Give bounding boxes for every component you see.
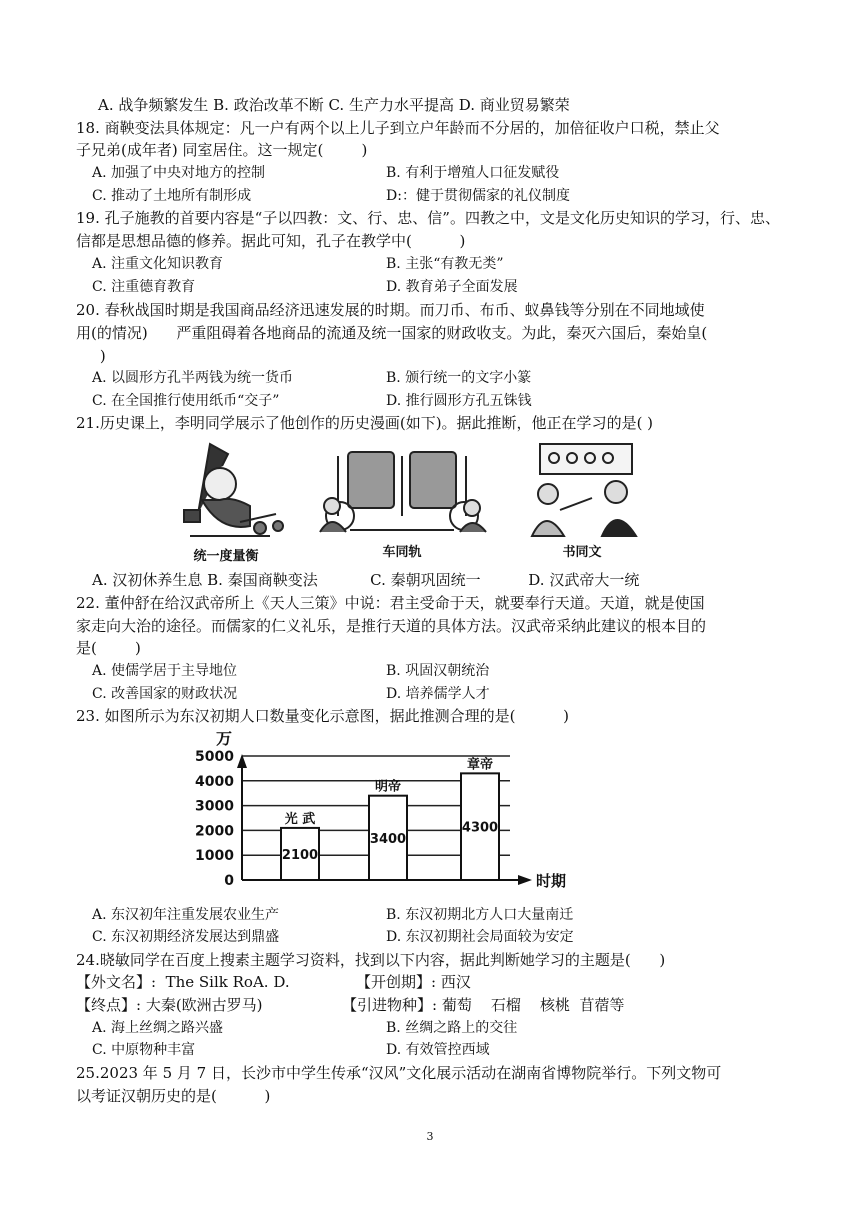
q24-info-species: 【引进物种】: 葡萄 石榴 核桃 苜蓿等 [342, 996, 625, 1014]
cartoon-caption-measures: 统一度量衡 [193, 549, 259, 564]
q24-option-d: D. 有效管控西域 [386, 1042, 490, 1058]
q24-option-c: C. 中原物种丰富 [92, 1042, 196, 1058]
q22-stem-line2: 家走向大治的途径。而儒家的仁义礼乐，是推行天道的具体方法。汉武帝采纳此建议的根本目的 [76, 617, 707, 635]
chart-x-axis-label: 时期 [536, 872, 567, 890]
cartoon-panel-script [532, 444, 636, 536]
q20-stem-line2: 用(的情况) 严重阻碍着各地商品的流通及统一国家的财政收支。为此，秦灭六国后，秦始皇( [76, 324, 708, 342]
q19-option-b: B. 主张“有教无类” [386, 256, 504, 272]
population-chart [180, 726, 600, 900]
q22-option-a: A. 使儒学居于主导地位 [92, 663, 238, 679]
q20-stem-line3: ) [76, 347, 106, 365]
q17-options: A. 战争频繁发生 B. 政治改革不断 C. 生产力水平提高 D. 商业贸易繁荣 [98, 96, 570, 114]
q21-options: A. 汉初休养生息 B. 秦国商鞅变法 C. 秦朝巩固统一 D. 汉武帝大一统 [92, 571, 640, 589]
q19-option-d: D. 教育弟子全面发展 [386, 279, 518, 295]
y-tick-label: 4000 [195, 773, 234, 790]
q19-stem-line2: 信都是思想品德的修养。据此可知，孔子在教学中( ) [76, 232, 466, 250]
bar-value-label: 3400 [369, 831, 407, 847]
history-cartoon [180, 436, 640, 566]
chart-y-unit-label: 万 [216, 729, 233, 748]
q22-stem-line1: 22. 董仲舒在给汉武帝所上《天人三策》中说：君主受命于天，就要奉行天道。天道，就是使国 [76, 594, 705, 612]
q20-stem-line1: 20. 春秋战国时期是我国商品经济迅速发展的时期。而刀币、布币、蚁鼻钱等分别在不同地域使 [76, 301, 705, 319]
bar-category-label: 明帝 [374, 779, 402, 795]
q18-option-b: B. 有利于增殖人口征发赋役 [386, 165, 560, 181]
q21-stem: 21.历史课上，李明同学展示了他创作的历史漫画(如下)。据此推断，他正在学习的是( ) [76, 414, 654, 432]
q25-stem-line2: 以考证汉朝历史的是( ) [76, 1087, 271, 1105]
q19-stem-line1: 19. 孔子施教的首要内容是“子以四教：文、行、忠、信”。四教之中，文是文化历史知识的学习，行、忠、 [76, 209, 780, 227]
y-tick-label: 2000 [195, 823, 234, 840]
q18-option-d: D:：健于贯彻儒家的礼仪制度 [386, 188, 570, 204]
y-tick-label: 3000 [195, 798, 234, 815]
q20-option-c: C. 在全国推行使用纸币“交子” [92, 393, 280, 409]
q18-option-c: C. 推动了土地所有制形成 [92, 188, 252, 204]
q18-stem-line1: 18. 商鞅变法具体规定：凡一户有两个以上儿子到立户年龄而不分居的，加倍征收户口税，禁止父 [76, 119, 720, 137]
q25-stem-line1: 25.2023 年 5 月 7 日，长沙市中学生传承“汉风”文化展示活动在湖南省博物院举行。下列文物可 [76, 1064, 722, 1082]
q23-option-d: D. 东汉初期社会局面较为安定 [386, 929, 574, 945]
cartoon-panel-measures [184, 444, 283, 536]
y-tick-label: 1000 [195, 848, 234, 865]
q20-option-a: A. 以圆形方孔半两钱为统一货币 [92, 370, 294, 386]
y-tick-label: 5000 [195, 749, 234, 765]
bar-category-label: 光 武 [284, 811, 316, 827]
q23-option-a: A. 东汉初年注重发展农业生产 [92, 907, 280, 923]
q22-option-c: C. 改善国家的财政状况 [92, 686, 238, 702]
q23-option-c: C. 东汉初期经济发展达到鼎盛 [92, 929, 280, 945]
cartoon-caption-script: 书同文 [562, 545, 602, 560]
q22-option-d: D. 培养儒学人才 [386, 686, 490, 702]
q24-info-endpoint: 【终点】: 大秦(欧洲古罗马) [76, 996, 263, 1014]
q19-option-c: C. 注重德育教育 [92, 279, 196, 295]
bar-value-label: 2100 [281, 847, 319, 863]
q24-option-a: A. 海上丝绸之路兴盛 [92, 1020, 224, 1036]
q18-option-a: A. 加强了中央对地方的控制 [92, 165, 266, 181]
q23-stem: 23. 如图所示为东汉初期人口数量变化示意图，据此推测合理的是( ) [76, 707, 570, 725]
q18-stem-line2: 子兄弟(成年者) 同室居住。这一规定( ) [76, 141, 368, 159]
bar-category-label: 章帝 [466, 757, 494, 773]
x-axis-arrow [518, 875, 532, 885]
q23-option-b: B. 东汉初期北方人口大量南迁 [386, 907, 574, 923]
y-tick-label: 0 [224, 873, 234, 889]
q20-option-b: B. 颁行统一的文字小篆 [386, 370, 532, 386]
cartoon-panel-chariots [320, 452, 486, 532]
page-number: 3 [426, 1130, 434, 1143]
q22-option-b: B. 巩固汉朝统治 [386, 663, 490, 679]
cartoon-caption-chariots: 车同轨 [382, 545, 422, 560]
q24-info-founding: 【开创期】: 西汉 [356, 973, 471, 991]
q24-stem: 24.晓敏同学在百度上搜素主题学习资料，找到以下内容，据此判断她学习的主题是( ) [76, 951, 666, 969]
q24-info-foreign-name: 【外文名】: The Silk RoA. D. [76, 973, 290, 991]
q24-option-b: B. 丝绸之路上的交往 [386, 1020, 518, 1036]
q22-stem-line3: 是( ) [76, 639, 141, 657]
q19-option-a: A. 注重文化知识教育 [92, 256, 224, 272]
bar-value-label: 4300 [461, 820, 499, 836]
q20-option-d: D. 推行圆形方孔五铢钱 [386, 393, 532, 409]
